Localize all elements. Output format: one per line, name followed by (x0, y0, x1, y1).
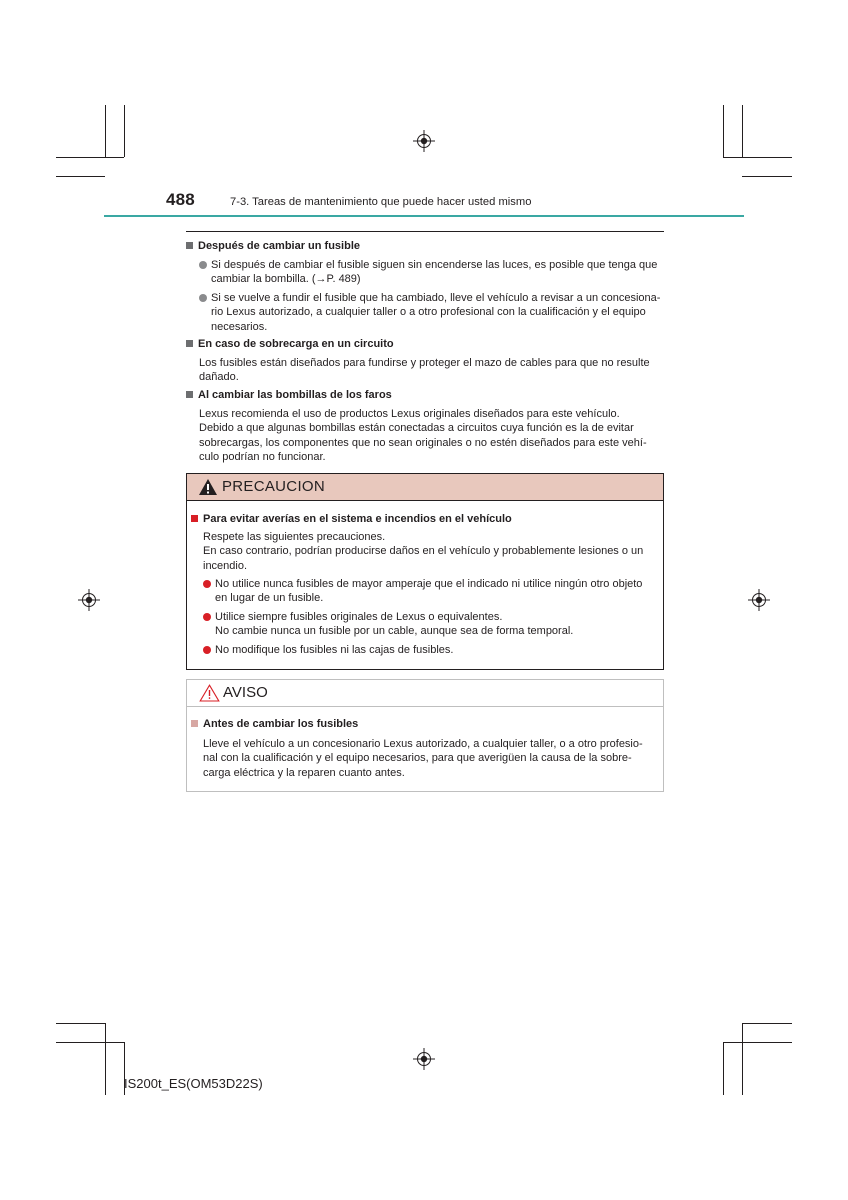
crop-mark (105, 1023, 106, 1095)
caution-label: PRECAUCION (222, 478, 326, 495)
registration-mark-icon (748, 589, 770, 611)
paragraph: Los fusibles están diseñados para fundirse y proteger el mazo de cables para que no resulte dañado. (199, 357, 650, 384)
crop-mark (56, 1042, 124, 1043)
bullet-dot-icon (199, 294, 207, 302)
section-heading: Después de cambiar un fusible (186, 239, 360, 253)
crop-mark (723, 1042, 792, 1043)
square-bullet-icon (191, 720, 198, 727)
paragraph: Lexus recomienda el uso de productos Lexus originales diseñados para este vehículo. Debido a que algunas bombillas están conectadas a circuitos cuya función es la de evitar sobrecargas, los componentes que no sean originales o no estén diseñados para este vehí- culo podrían no funcionar. (199, 408, 647, 463)
crop-mark (56, 157, 124, 158)
crop-mark (124, 105, 125, 157)
square-bullet-icon (186, 242, 193, 249)
warning-triangle-filled-icon (198, 478, 218, 496)
list-item: No utilice nunca fusibles de mayor amperaje que el indicado ni utilice ningún otro objeto en lugar de un fusible. (215, 578, 643, 605)
crop-mark (742, 105, 743, 157)
bullet-dot-icon (203, 580, 211, 588)
notice-paragraph: Lleve el vehículo a un concesionario Lexus autorizado, a cualquier taller, o a otro profesio- nal con la cualificación y el equipo necesarios, para que averigüen la causa de la sobre- carga eléctrica y la reparen cuanto antes. (203, 738, 643, 779)
square-bullet-icon (186, 340, 193, 347)
crop-mark (723, 105, 724, 157)
crop-mark (56, 176, 105, 177)
header-rule (104, 215, 744, 217)
section-heading: Al cambiar las bombillas de los faros (186, 388, 392, 402)
section-title: 7-3. Tareas de mantenimiento que puede hacer usted mismo (230, 196, 532, 208)
content-rule (186, 231, 664, 232)
list-item: Si después de cambiar el fusible siguen sin encenderse las luces, es posible que tenga que cambiar la bombilla. (→P. 489) (211, 259, 658, 286)
page-number: 488 (166, 190, 195, 209)
caution-paragraph: Respete las siguientes precauciones. En caso contrario, podrían producirse daños en el vehículo y probablemente lesiones o un incendio. (203, 531, 644, 572)
list-item: Utilice siempre fusibles originales de Lexus o equivalentes. No cambie nunca un fusible por un cable, aunque sea de forma temporal. (215, 611, 574, 638)
notice-label: AVISO (223, 684, 268, 701)
caution-heading: Para evitar averías en el sistema e incendios en el vehículo (191, 512, 512, 526)
crop-mark (56, 1023, 105, 1024)
warning-triangle-outline-icon (199, 684, 220, 702)
crop-mark (742, 1023, 743, 1095)
crop-mark (742, 1023, 792, 1024)
crop-mark (742, 176, 792, 177)
registration-mark-icon (413, 130, 435, 152)
registration-mark-icon (78, 589, 100, 611)
registration-mark-icon (413, 1048, 435, 1070)
crop-mark (105, 105, 106, 157)
crop-mark (723, 1042, 724, 1095)
square-bullet-icon (191, 515, 198, 522)
list-item: Si se vuelve a fundir el fusible que ha cambiado, lleve el vehículo a revisar a un concesiona- rio Lexus autorizado, a cualquier taller o a otro profesional con la cualificación y el equipo necesarios. (211, 292, 661, 333)
bullet-dot-icon (203, 613, 211, 621)
bullet-dot-icon (203, 646, 211, 654)
document-code: IS200t_ES(OM53D22S) (124, 1076, 263, 1091)
notice-heading: Antes de cambiar los fusibles (191, 717, 358, 731)
list-item: No modifique los fusibles ni las cajas de fusibles. (215, 644, 454, 656)
bullet-dot-icon (199, 261, 207, 269)
square-bullet-icon (186, 391, 193, 398)
section-heading: En caso de sobrecarga en un circuito (186, 337, 394, 351)
crop-mark (723, 157, 792, 158)
